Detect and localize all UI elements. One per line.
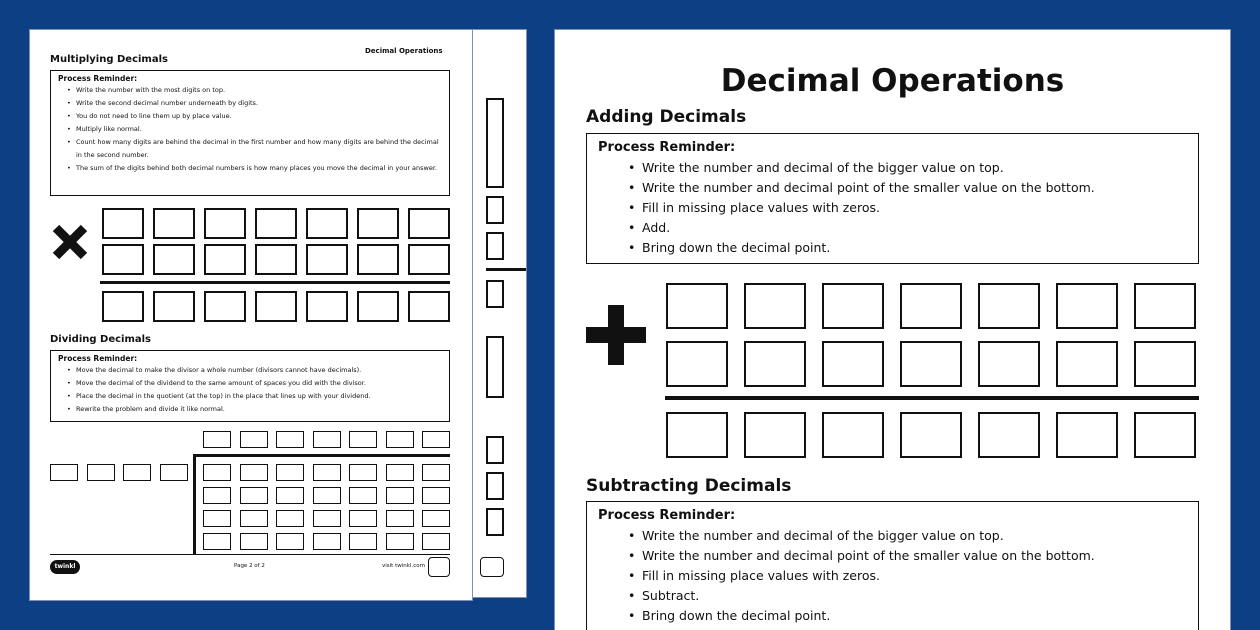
digit-box[interactable] [102,208,144,239]
digit-box[interactable] [349,487,377,504]
digit-box[interactable] [240,464,268,481]
adding-reminder-box [586,133,1199,264]
page-title: Decimal Operations [720,63,1065,99]
digit-box[interactable] [386,487,414,504]
digit-box[interactable] [276,533,304,550]
digit-box[interactable] [255,291,297,322]
plus-sign-icon [586,305,646,365]
digit-box[interactable] [744,341,806,387]
reminder-item: • Write the number and decimal of the bigger value on top. [642,526,1095,546]
digit-box[interactable] [1056,341,1118,387]
multiply-sign-icon [50,222,90,262]
digit-box[interactable] [203,510,231,527]
digit-box[interactable] [978,412,1040,458]
digit-box[interactable] [313,487,341,504]
reminder-heading: Process Reminder: [58,74,138,83]
answer-box [486,280,504,308]
page-number: Page 2 of 2 [234,563,265,569]
digit-box[interactable] [1056,412,1118,458]
digit-box[interactable] [349,431,377,448]
digit-box[interactable] [386,533,414,550]
digit-box[interactable] [276,510,304,527]
digit-box[interactable] [255,244,297,275]
digit-box[interactable] [203,431,231,448]
digit-box[interactable] [900,412,962,458]
footer-line [50,554,450,555]
adding-decimals-title: Adding Decimals [586,107,747,127]
reminder-item: • Rewrite the problem and divide it like normal. [76,403,441,416]
digit-box[interactable] [240,431,268,448]
digit-box[interactable] [102,244,144,275]
digit-box[interactable] [978,341,1040,387]
reminder-heading: Process Reminder: [598,508,736,523]
divide-reminder-box [50,350,450,422]
digit-box[interactable] [1056,283,1118,329]
digit-box[interactable] [822,412,884,458]
digit-box[interactable] [1134,283,1196,329]
twinkl-logo [50,560,80,574]
reminder-item: • Fill in missing place values with zeros. [642,198,1095,218]
reminder-item: • Write the number with the most digits on top. [76,84,441,97]
digit-box[interactable] [349,533,377,550]
reminder-item: • Write the number and decimal point of the smaller value on the bottom. [642,546,1095,566]
multiply-reminder-box [50,70,450,196]
digit-box[interactable] [240,510,268,527]
digit-box[interactable] [203,533,231,550]
reminder-item: • Write the number and decimal of the bigger value on top. [642,158,1095,178]
answer-box [486,98,504,188]
digit-box[interactable] [306,291,348,322]
digit-box[interactable] [306,244,348,275]
adding-answer-line [665,396,1199,400]
reminder-item: • The sum of the digits behind both decimal numbers is how many places you move the decimal in your answer. [76,162,441,175]
digit-box[interactable] [386,464,414,481]
digit-box[interactable] [386,431,414,448]
digit-box[interactable] [900,341,962,387]
digit-box[interactable] [357,244,399,275]
reminder-heading: Process Reminder: [598,140,736,155]
answer-box [486,508,504,536]
digit-box[interactable] [313,510,341,527]
answer-box [486,196,504,224]
digit-box[interactable] [744,412,806,458]
left-worksheet-page [30,30,472,600]
digit-box[interactable] [422,533,450,550]
digit-box[interactable] [276,431,304,448]
digit-box[interactable] [240,487,268,504]
reminder-item: • Bring down the decimal point. [642,606,1095,626]
digit-box[interactable] [87,464,115,481]
digit-box[interactable] [422,431,450,448]
multiplying-decimals-title: Multiplying Decimals [50,54,168,65]
twinkl-logo-text: twinkl [54,563,76,570]
digit-box[interactable] [666,341,728,387]
division-bracket-side [193,454,196,554]
reminder-item: • Bring down the decimal point. [642,238,1095,258]
digit-box[interactable] [422,464,450,481]
digit-box[interactable] [153,291,195,322]
dividing-decimals-title: Dividing Decimals [50,334,152,345]
footer-logo-badge [480,557,504,577]
digit-box[interactable] [386,510,414,527]
digit-box[interactable] [50,464,78,481]
reminder-item: • Place the decimal in the quotient (at the top) in the place that lines up with your dividend. [76,390,441,403]
digit-box[interactable] [102,291,144,322]
reminder-list [76,364,441,416]
digit-box[interactable] [160,464,188,481]
right-worksheet-page [555,30,1230,630]
digit-box[interactable] [240,533,268,550]
reminder-item: • Multiply like normal. [76,123,441,136]
digit-box[interactable] [900,283,962,329]
answer-line [486,268,526,271]
digit-box[interactable] [357,291,399,322]
digit-box[interactable] [153,208,195,239]
digit-box[interactable] [306,208,348,239]
digit-box[interactable] [822,341,884,387]
digit-box[interactable] [276,464,304,481]
digit-box[interactable] [349,464,377,481]
digit-box[interactable] [666,412,728,458]
reminder-item: • Count how many digits are behind the decimal in the first number and how many digits are behind the decimal in the second number. [76,136,441,162]
digit-box[interactable] [744,283,806,329]
digit-box[interactable] [204,208,246,239]
footer-badge [428,557,450,577]
reminder-list [76,84,441,175]
digit-box[interactable] [978,283,1040,329]
digit-box[interactable] [204,244,246,275]
digit-box[interactable] [203,464,231,481]
division-bracket-top [193,454,450,457]
reminder-item: • You do not need to line them up by place value. [76,110,441,123]
reminder-item: • Write the number and decimal point of the smaller value on the bottom. [642,178,1095,198]
digit-box[interactable] [203,487,231,504]
subtracting-reminder-box [586,501,1199,630]
reminder-item: • Add. [642,218,1095,238]
answer-box [486,436,504,464]
reminder-item: • Fill in missing place values with zeros. [642,566,1095,586]
digit-box[interactable] [204,291,246,322]
digit-box[interactable] [408,208,450,239]
digit-box[interactable] [313,533,341,550]
reminder-list [642,158,1095,258]
multiply-answer-line [100,281,450,284]
answer-box [486,232,504,260]
reminder-item: • Move the decimal of the dividend to the same amount of spaces you did with the divisor. [76,377,441,390]
digit-box[interactable] [357,208,399,239]
digit-box[interactable] [313,464,341,481]
reminder-heading: Process Reminder: [58,354,138,363]
digit-box[interactable] [666,283,728,329]
answer-box [486,472,504,500]
digit-box[interactable] [822,283,884,329]
reminder-item: • Subtract. [642,586,1095,606]
reminder-list [642,526,1095,626]
digit-box[interactable] [349,510,377,527]
reminder-item: • Move the decimal to make the divisor a whole number (divisors cannot have decimals). [76,364,441,377]
digit-box[interactable] [255,208,297,239]
digit-box[interactable] [1134,341,1196,387]
digit-box[interactable] [422,510,450,527]
header-right-title: Decimal Operations [365,47,443,55]
footer-url: visit twinkl.com [382,563,425,569]
digit-box[interactable] [313,431,341,448]
digit-box[interactable] [1134,412,1196,458]
subtracting-decimals-title: Subtracting Decimals [586,476,792,496]
answer-box [486,336,504,398]
digit-box[interactable] [123,464,151,481]
digit-box[interactable] [422,487,450,504]
digit-box[interactable] [153,244,195,275]
digit-box[interactable] [408,244,450,275]
digit-box[interactable] [276,487,304,504]
digit-box[interactable] [408,291,450,322]
reminder-item: • Write the second decimal number underneath by digits. [76,97,441,110]
